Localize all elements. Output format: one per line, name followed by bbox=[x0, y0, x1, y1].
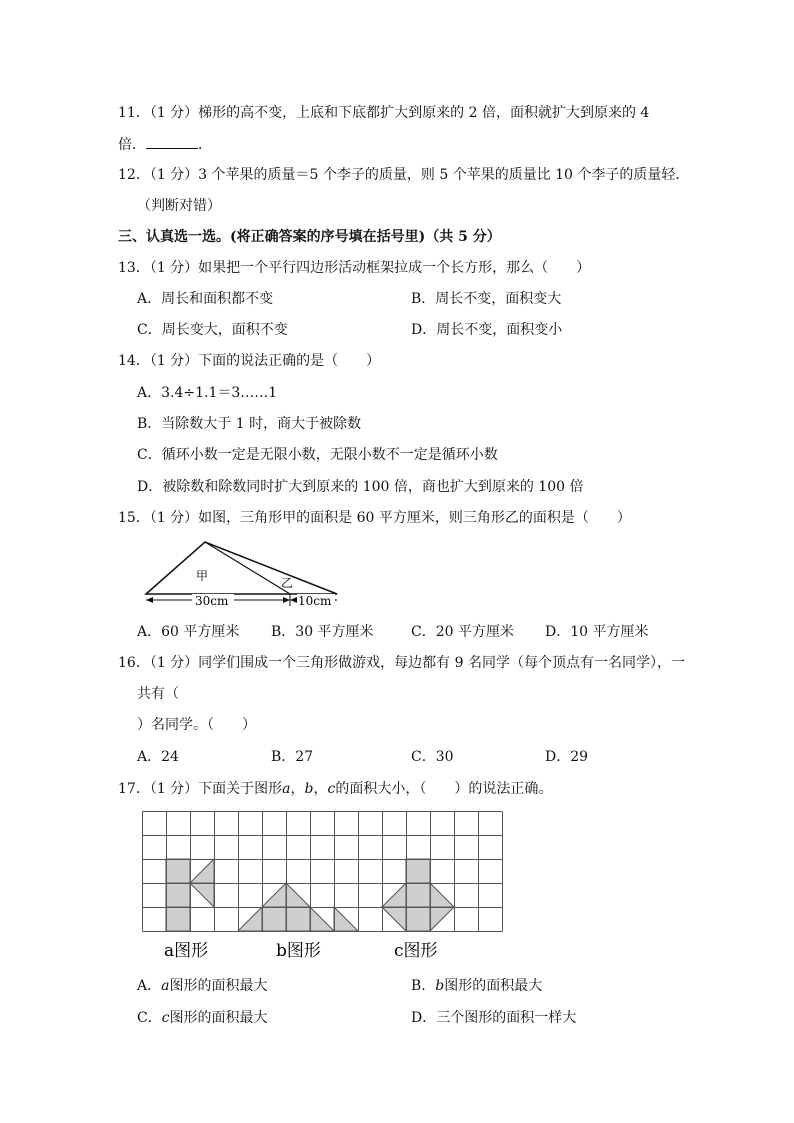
q16-option-a[interactable]: A．24 bbox=[137, 749, 179, 765]
q16-option-c[interactable]: C．30 bbox=[411, 749, 454, 765]
q17-option-b-suffix: 图形的面积最大 bbox=[444, 978, 543, 994]
q16-line2: 共有（ bbox=[137, 686, 179, 702]
q17-option-a[interactable] bbox=[137, 976, 267, 996]
q17-stem-prefix: 17．（1 分）下面关于图形 bbox=[118, 781, 283, 797]
q17-shape-b-tri-2 bbox=[262, 883, 286, 907]
q15-option-a[interactable]: A．60 平方厘米 bbox=[137, 624, 240, 640]
q17-option-b[interactable] bbox=[411, 976, 542, 996]
q15-arrow-left bbox=[146, 597, 153, 603]
q17-shape-b-square-2 bbox=[286, 907, 310, 931]
q17-shape-b-square-1 bbox=[262, 907, 286, 931]
q17-grid-lines bbox=[143, 812, 503, 932]
q17-option-c-prefix: C． bbox=[137, 1010, 162, 1026]
q15-option-c[interactable]: C．20 平方厘米 bbox=[411, 624, 514, 640]
q11-answer-blank[interactable] bbox=[146, 134, 198, 149]
q15-triangle-figure bbox=[140, 536, 345, 614]
q11-line1: 11．（1 分）梯形的高不变，上底和下底都扩大到原来的 2 倍，面积就扩大到原来的 4 bbox=[118, 105, 650, 121]
q14-option-a[interactable]: A．3.4÷1.1＝3……1 bbox=[137, 385, 278, 401]
q17-shape-c-square-2 bbox=[406, 883, 430, 907]
q15-label-jia: 甲 bbox=[196, 569, 209, 583]
q17-shape-c-tri-3 bbox=[430, 883, 454, 907]
q15-option-d[interactable]: D．10 平方厘米 bbox=[545, 624, 649, 640]
q17-option-d[interactable]: D．三个图形的面积一样大 bbox=[411, 1010, 577, 1026]
q17-shape-a-square-1 bbox=[166, 859, 190, 883]
q17-sep-2: ， bbox=[313, 781, 328, 797]
q14-option-b[interactable]: B．当除数大于 1 时，商大于被除数 bbox=[137, 416, 362, 432]
q13-option-c[interactable]: C．周长变大，面积不变 bbox=[137, 322, 288, 338]
q16-line1: 16．（1 分）同学们围成一个三角形做游戏，每边都有 9 名同学（每个顶点有一名同学），一 bbox=[118, 655, 685, 671]
q17-stem-suffix: 的面积大小，（ ）的说法正确。 bbox=[335, 781, 553, 797]
q11-line2-suffix: ． bbox=[198, 137, 212, 153]
section3-title: 三、认真选一选。(将正确答案的序号填在括号里)（共 5 分） bbox=[118, 229, 501, 245]
q17-option-c-suffix: 图形的面积最大 bbox=[169, 1010, 268, 1026]
q15-label-yi: 乙 bbox=[281, 576, 294, 590]
q17-shape-a-tri-1 bbox=[190, 859, 214, 883]
q17-shape-b-tri-5 bbox=[334, 907, 358, 931]
q15-dividing-line bbox=[205, 542, 290, 594]
q14-option-d[interactable]: D．被除数和除数同时扩大到原来的 100 倍，商也扩大到原来的 100 倍 bbox=[137, 479, 584, 495]
q17-option-c-var: c bbox=[161, 1010, 170, 1026]
q13-option-b[interactable]: B．周长不变，面积变大 bbox=[411, 291, 562, 307]
q17-var-c: c bbox=[327, 781, 336, 797]
q17-shape-b-tri-1 bbox=[238, 907, 262, 931]
q13-option-d[interactable]: D．周长不变，面积变小 bbox=[411, 322, 563, 338]
q17-option-a-suffix: 图形的面积最大 bbox=[169, 978, 268, 994]
q17-shape-c-square-3 bbox=[406, 907, 430, 931]
q17-shape-a-square-3 bbox=[166, 907, 190, 931]
q13-option-a[interactable]: A．周长和面积都不变 bbox=[137, 291, 274, 307]
q17-grid-figure bbox=[142, 811, 508, 963]
q16-option-d[interactable]: D．29 bbox=[545, 749, 589, 765]
q15-option-b[interactable]: B．30 平方厘米 bbox=[271, 624, 374, 640]
q17-label-c: c图形 bbox=[394, 941, 438, 961]
q14-stem: 14．（1 分）下面的说法正确的是（ ） bbox=[118, 353, 381, 369]
q11-line2-prefix: 倍． bbox=[118, 137, 146, 153]
q17-var-b: b bbox=[304, 781, 314, 797]
q15-length-right: 10cm bbox=[298, 594, 332, 608]
q15-outer-triangle bbox=[146, 542, 337, 594]
q17-option-a-prefix: A． bbox=[137, 978, 162, 994]
q15-stem: 15．（1 分）如图，三角形甲的面积是 60 平方厘米，则三角形乙的面积是（ ） bbox=[118, 510, 631, 526]
q17-option-a-var: a bbox=[161, 978, 170, 994]
q16-line3: ）名同学。（ ） bbox=[137, 717, 256, 733]
q13-stem: 13．（1 分）如果把一个平行四边形活动框架拉成一个长方形，那么（ ） bbox=[118, 260, 591, 276]
q17-shape-b-tri-3 bbox=[286, 883, 310, 907]
q11-line2 bbox=[118, 134, 212, 155]
q14-option-c[interactable]: C．循环小数一定是无限小数，无限小数不一定是循环小数 bbox=[137, 447, 498, 463]
q17-stem bbox=[118, 779, 552, 799]
q17-option-b-var: b bbox=[435, 978, 445, 994]
q17-shape-a-square-2 bbox=[166, 883, 190, 907]
q17-shape-a-tri-2 bbox=[190, 883, 214, 907]
q17-shape-c-tri-1 bbox=[382, 883, 406, 907]
q12-line1: 12．（1 分）3 个苹果的质量＝5 个李子的质量，则 5 个苹果的质量比 10 个李子的质量轻． bbox=[118, 167, 690, 183]
q17-var-a: a bbox=[282, 781, 291, 797]
q17-label-a: a图形 bbox=[164, 941, 209, 961]
q15-arrow-mid-left bbox=[283, 597, 290, 603]
q17-option-b-prefix: B． bbox=[411, 978, 436, 994]
q17-shape-c bbox=[382, 859, 454, 931]
q17-label-b: b图形 bbox=[276, 941, 321, 961]
q17-shape-c-tri-2 bbox=[382, 907, 406, 931]
q16-option-b[interactable]: B．27 bbox=[271, 749, 314, 765]
q17-shape-b-tri-4 bbox=[310, 907, 334, 931]
q17-option-c[interactable] bbox=[137, 1008, 268, 1028]
q15-arrow-mid-right bbox=[290, 597, 297, 603]
q15-length-left: 30cm bbox=[195, 594, 229, 608]
q17-shape-c-tri-4 bbox=[430, 907, 454, 931]
q12-line2: （判断对错） bbox=[137, 198, 221, 214]
q17-sep-1: ， bbox=[290, 781, 305, 797]
q17-shape-c-square-1 bbox=[406, 859, 430, 883]
